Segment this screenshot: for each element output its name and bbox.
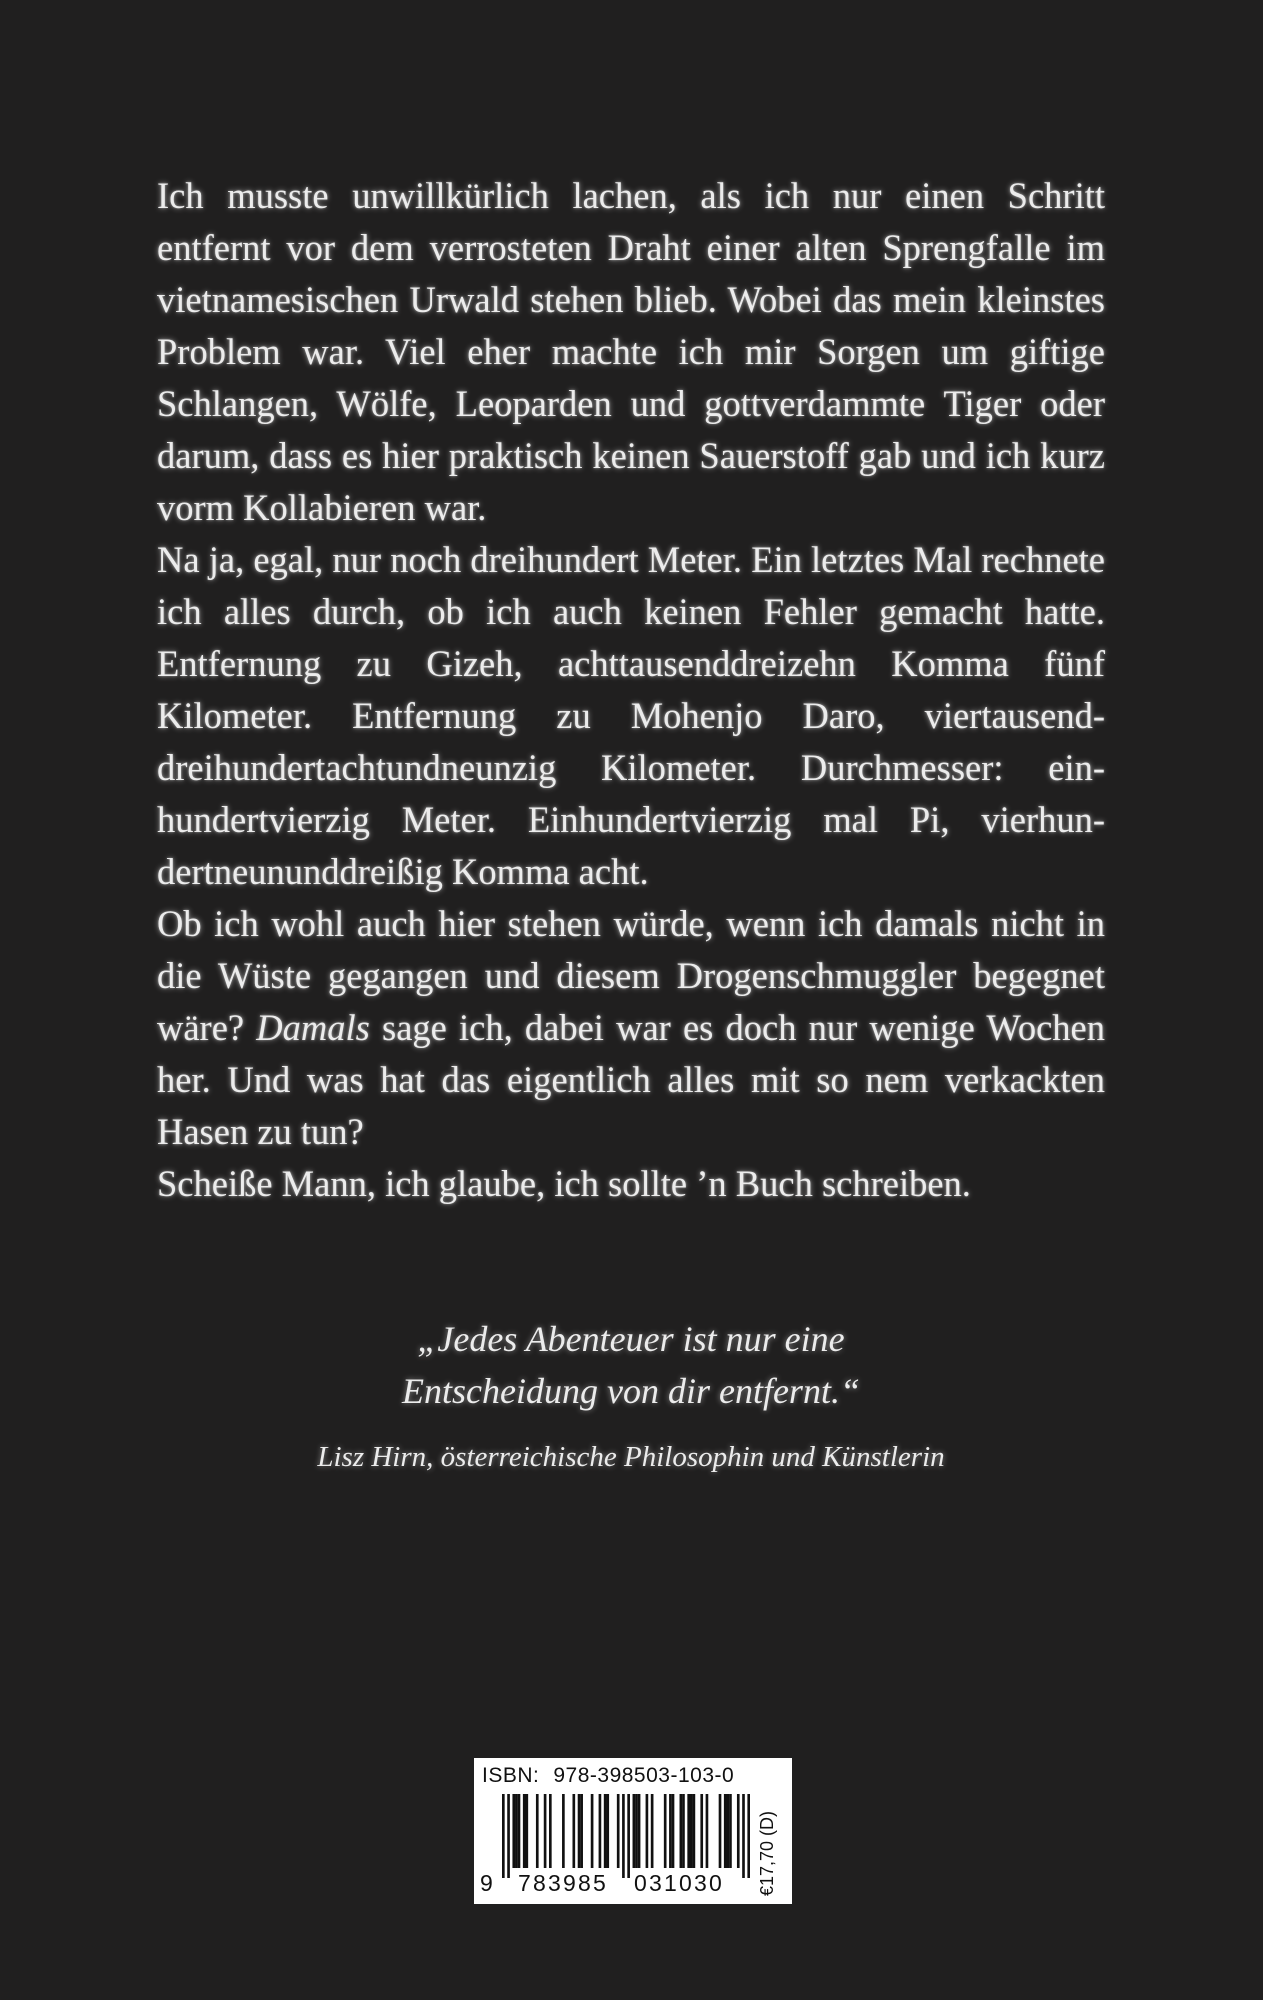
blurb-paragraph-3 (157, 898, 1105, 1158)
barcode-bar (700, 1794, 703, 1868)
price-label: €17,70 (D) (757, 1810, 777, 1896)
barcode-bar (672, 1794, 675, 1868)
isbn-barcode-box (474, 1758, 792, 1904)
barcode-bar (737, 1794, 740, 1868)
barcode-bar (525, 1794, 528, 1868)
barcode (502, 1794, 750, 1878)
blurb-paragraph-2: Na ja, egal, nur noch dreihundert Meter. Ein letztes Mal rechnete ich alles durch, ob ich auch keinen Fehler gemacht hatte. Entfernung zu Gizeh, achttausenddreizehn Komma fünf Kilometer. Entfernung zu Mohenjo Daro, viertausenddreihundertachtundneunzig Kilometer. Durchmesser: einhundertvierzig Meter. Einhundertvierzig mal Pi, vierhundertneununddreißig Komma acht. (157, 539, 1105, 892)
barcode-bar (719, 1794, 722, 1868)
barcode-bar (515, 1794, 518, 1868)
barcode-bar (627, 1794, 630, 1878)
isbn-number: 978-398503-103-0 (553, 1764, 735, 1787)
barcode-bar (507, 1794, 510, 1878)
back-cover-blurb (157, 170, 1105, 1210)
quote-author: Lisz Hirn, österreichische Philosophin und Künstlerin (317, 1441, 945, 1473)
barcode-digit-first: 9 (480, 1870, 494, 1896)
barcode-bar (549, 1794, 552, 1868)
barcode-bar (599, 1794, 602, 1868)
barcode-bar (638, 1794, 641, 1868)
barcode-digits-right: 031030 (634, 1870, 724, 1896)
barcode-bar (693, 1794, 696, 1868)
barcode-bar (604, 1794, 607, 1868)
quote-line-2: Entscheidung von dir entfernt.“ (402, 1371, 860, 1411)
barcode-bar (742, 1794, 745, 1878)
barcode-bar (682, 1794, 685, 1868)
barcode-bar (687, 1794, 690, 1868)
barcode-digits-left: 783985 (518, 1870, 608, 1896)
barcode-bar (562, 1794, 565, 1868)
barcode-bar (669, 1794, 672, 1868)
barcode-bar (518, 1794, 521, 1868)
barcode-bar (523, 1794, 526, 1868)
barcode-bar (664, 1794, 667, 1868)
barcode-bar (606, 1794, 609, 1868)
barcode-bar (578, 1794, 581, 1868)
barcode-bar (635, 1794, 638, 1868)
barcode-bar (680, 1794, 683, 1868)
barcode-bar (512, 1794, 515, 1868)
blurb-paragraph-3-start: Ob ich wohl auch hier stehen würde, wenn ich damals nicht in die Wüste gegangen und diesem Drogenschmuggler begegnet wäre? (157, 903, 1105, 1048)
barcode-bar (706, 1794, 709, 1868)
blurb-paragraph-1: Ich musste unwillkürlich lachen, als ich nur einen Schritt entfernt vor dem verrosteten Draht einer alten Sprengfalle im vietnamesischen Urwald stehen blieb. Wobei das mein kleinstes Problem war. Viel eher machte ich mir Sorgen um giftige Schlangen, Wölfe, Leoparden und gottverdammte Tiger oder darum, dass es hier praktisch keinen Sauerstoff gab und ich kurz vorm Kollabieren war. (157, 175, 1105, 528)
isbn-text (482, 1764, 734, 1788)
blurb-emphasis-damals: Damals (256, 1007, 370, 1048)
quote-line-1: „Jedes Abenteuer ist nur eine (417, 1319, 845, 1359)
barcode-bar (536, 1794, 539, 1868)
barcode-bar (690, 1794, 693, 1868)
barcode-bar (747, 1794, 750, 1878)
barcode-bar (646, 1794, 649, 1868)
barcode-bar (580, 1794, 583, 1868)
blurb-paragraph-3-end: sage ich, dabei war es doch nur wenige Wochen her. Und was hat das eigentlich alles mit so nem verkackten Hasen zu tun? (157, 1007, 1105, 1152)
barcode-bar (727, 1794, 730, 1868)
barcode-bar (617, 1794, 620, 1868)
isbn-label: ISBN: (482, 1764, 540, 1787)
barcode-bar (633, 1794, 636, 1868)
blurb-paragraph-4: Scheiße Mann, ich glaube, ich sollte ’n Buch schreiben. (157, 1163, 971, 1204)
barcode-bar (572, 1794, 575, 1868)
barcode-bar (724, 1794, 727, 1868)
barcode-bar (544, 1794, 547, 1868)
barcode-bar (591, 1794, 594, 1868)
barcode-bar (651, 1794, 654, 1868)
quote-block (157, 1313, 1105, 1477)
barcode-bar (729, 1794, 732, 1868)
barcode-bar (622, 1794, 625, 1878)
barcode-bar (502, 1794, 505, 1878)
